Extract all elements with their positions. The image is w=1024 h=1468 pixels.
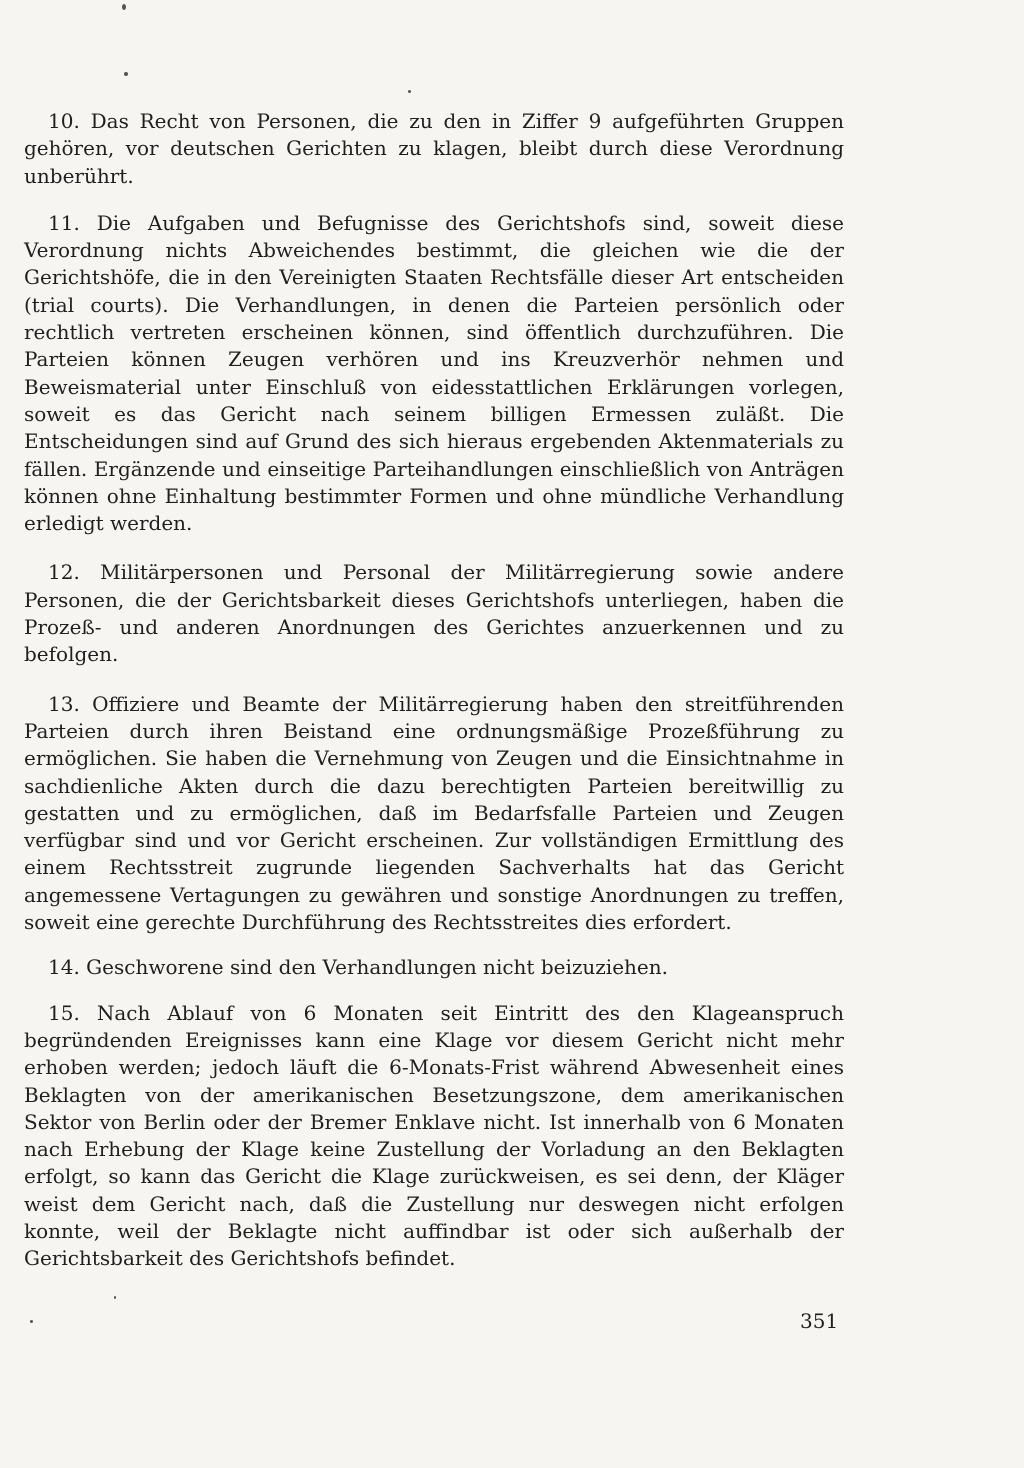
page-number: 351: [800, 1309, 839, 1333]
scan-speck: [114, 1296, 116, 1299]
paragraph-11: 11. Die Aufgaben und Befugnisse des Gerichtshofs sind, soweit diese Verordnung nichts Abweichendes bestimmt, die gleichen wie die der Gerichtshöfe, die in den Vereinigten Staaten Rechtsfälle dieser Art entscheiden (trial courts). Die Verhandlungen, in denen die Parteien persönlich oder rechtlich vertreten erscheinen können, sind öffentlich durchzuführen. Die Parteien können Zeugen verhören und ins Kreuzverhör nehmen und Beweismaterial unter Einschluß von eidesstattlichen Erklärungen vorlegen, soweit es das Gericht nach seinem billigen Ermessen zuläßt. Die Entscheidungen sind auf Grund des sich hieraus ergebenden Aktenmaterials zu fällen. Ergänzende und einseitige Parteihandlungen einschließlich von Anträgen können ohne Einhaltung bestimmter Formen und ohne mündliche Verhandlung erledigt werden.: [24, 210, 844, 536]
paragraph-14: 14. Geschworene sind den Verhandlungen nicht beizuziehen.: [48, 955, 668, 980]
scan-speck: [30, 1320, 33, 1323]
scan-speck: [124, 72, 128, 76]
paragraph-10: 10. Das Recht von Personen, die zu den in Ziffer 9 aufgeführten Gruppen gehören, vor deutschen Gerichten zu klagen, bleibt durch diese Verordnung unberührt.: [24, 109, 844, 188]
scan-speck: [122, 4, 126, 10]
scan-speck: [408, 90, 411, 93]
document-body: [24, 108, 844, 1291]
paragraph-12: 12. Militärpersonen und Personal der Militärregierung sowie andere Personen, die der Gerichtsbarkeit dieses Gerichtshofs unterliegen, haben die Prozeß- und anderen Anordnungen des Gerichtes anzuerkennen und zu befolgen.: [24, 560, 844, 667]
paragraph-15: 15. Nach Ablauf von 6 Monaten seit Eintritt des den Klageanspruch begründenden Ereignisses kann eine Klage vor diesem Gericht nicht mehr erhoben werden; jedoch läuft die 6-Monats-Frist während Abwesenheit eines Beklagten von der amerikanischen Besetzungszone, dem amerikanischen Sektor von Berlin oder der Bremer Enklave nicht. Ist innerhalb von 6 Monaten nach Erhebung der Klage keine Zustellung der Vorladung an den Beklagten erfolgt, so kann das Gericht die Klage zurückweisen, es sei denn, der Kläger weist dem Gericht nach, daß die Zustellung nur deswegen nicht erfolgen konnte, weil der Beklagte nicht auffindbar ist oder sich außerhalb der Gerichtsbarkeit des Gerichtshofs befindet.: [24, 1000, 844, 1271]
paragraph-13: 13. Offiziere und Beamte der Militärregierung haben den streitführenden Parteien durch ihren Beistand eine ordnungsmäßige Prozeßführung zu ermöglichen. Sie haben die Vernehmung von Zeugen und die Einsichtnahme in sachdienliche Akten durch die dazu berechtigten Parteien bereitwillig zu gestatten und zu ermöglichen, daß im Bedarfsfalle Parteien und Zeugen verfügbar sind und vor Gericht erscheinen. Zur vollständigen Ermittlung des einem Rechtsstreit zugrunde liegenden Sachverhalts hat das Gericht angemessene Vertagungen zu gewähren und sonstige Anordnungen zu treffen, soweit eine gerechte Durchführung des Rechtsstreites dies erfordert.: [24, 691, 844, 935]
